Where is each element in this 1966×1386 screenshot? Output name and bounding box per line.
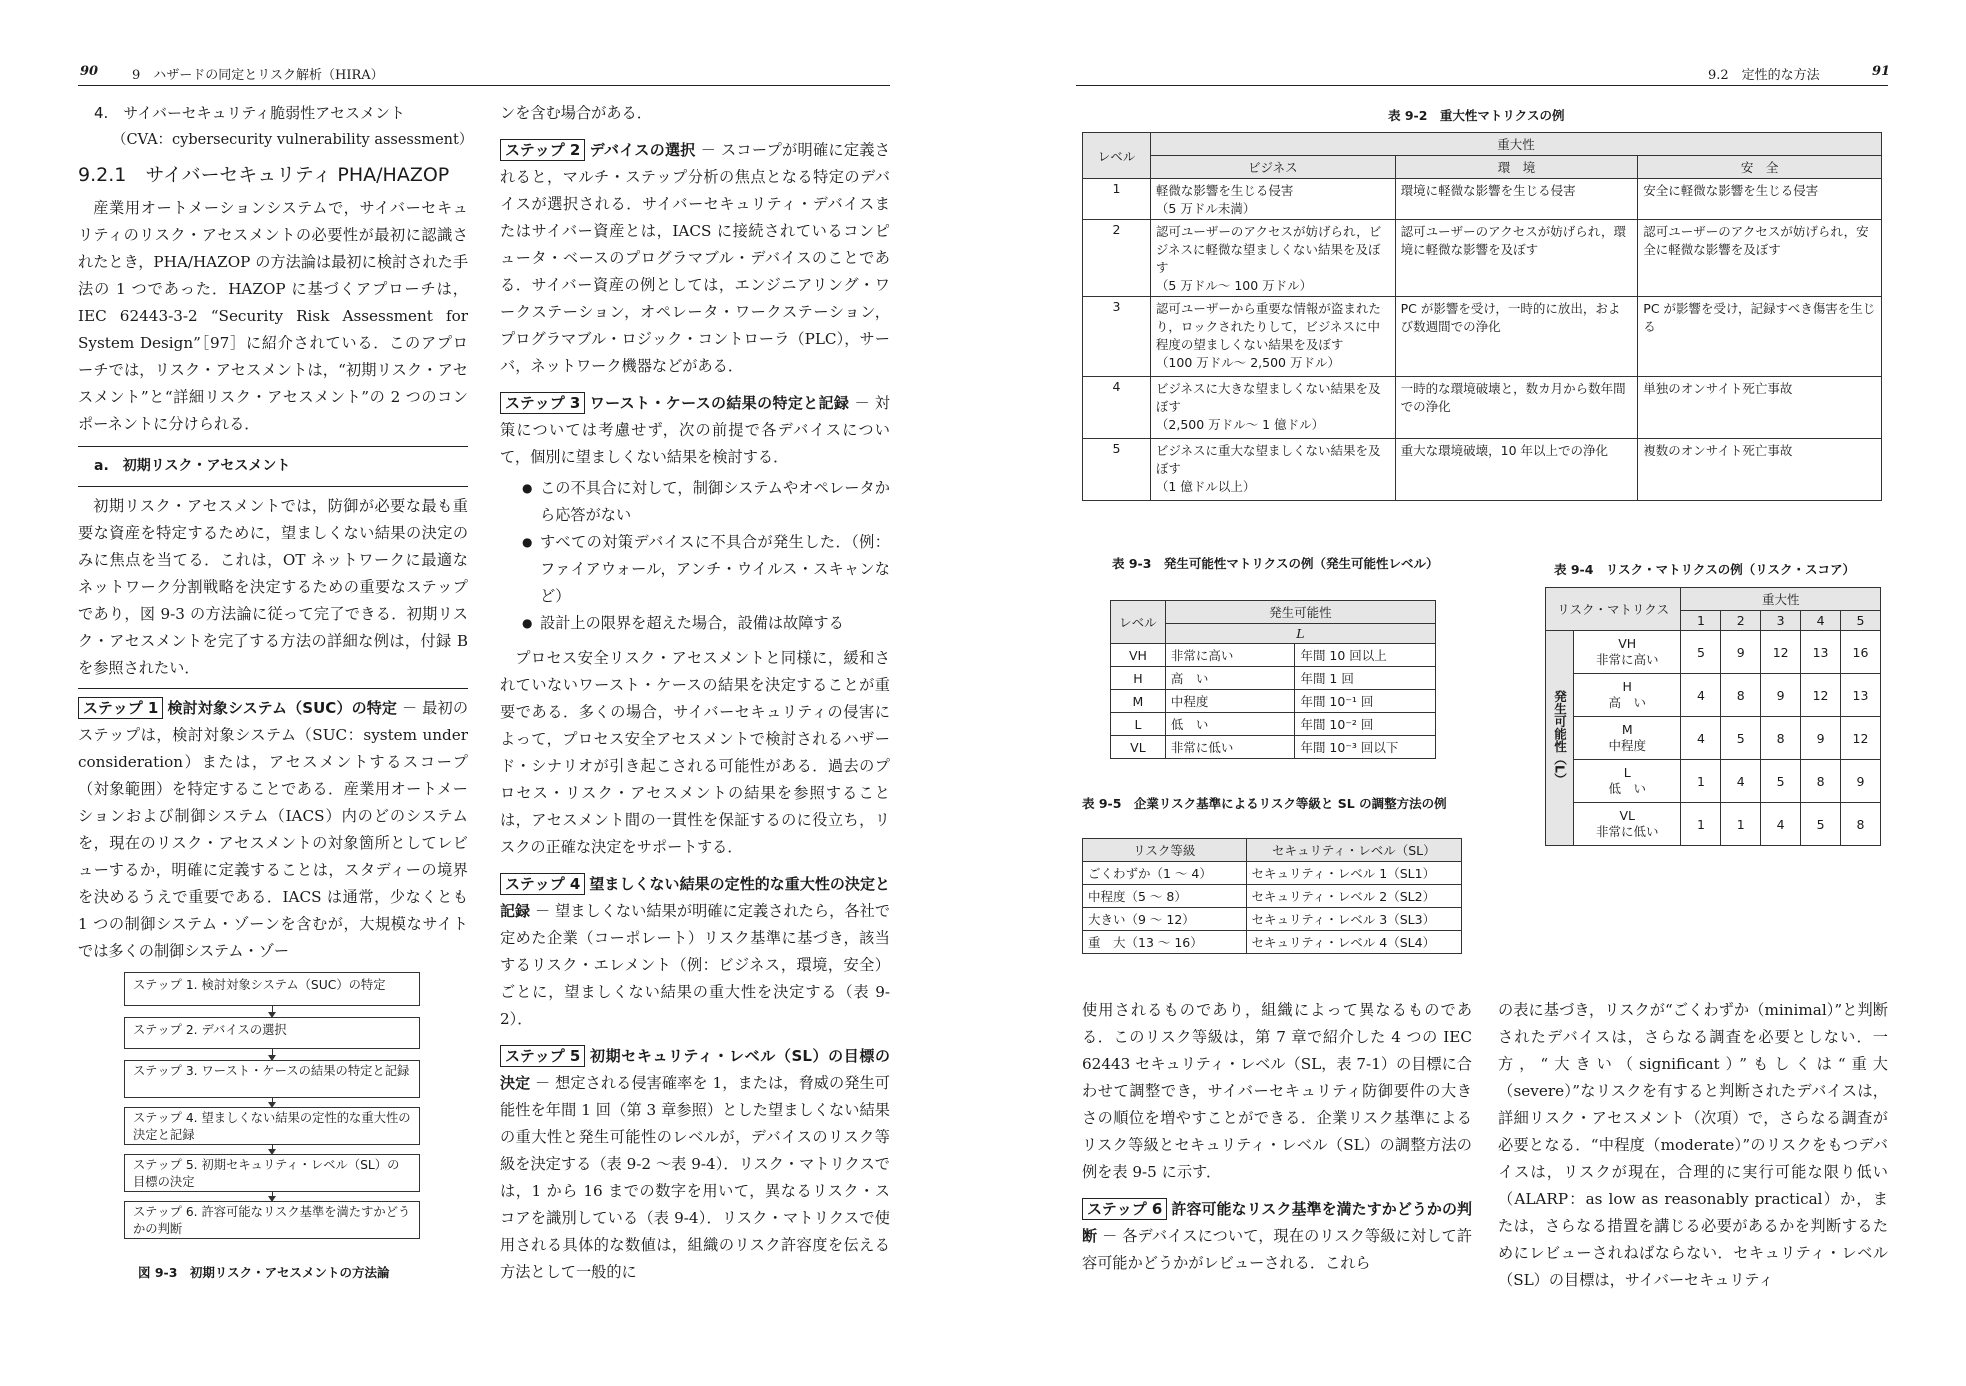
table-row (1083, 377, 1882, 439)
step3-heading: ワースト・ケースの結果の特定と記録 (589, 394, 850, 412)
table-row (1111, 736, 1436, 759)
table-cell: 中程度 (1165, 690, 1295, 713)
table-cell: セキュリティ・レベル 1（SL1） (1246, 862, 1461, 885)
table-cell: PC が影響を受け，記録すべき傷害を生じる (1638, 297, 1882, 377)
table-cell: 12 (1761, 631, 1801, 674)
row-name: 非常に高い (1595, 652, 1659, 667)
table-cell: 非常に高い (1165, 644, 1295, 667)
table-cell: ビジネスに大きな望ましくない結果を及ぼす （2,500 万ドル～ 1 億ドル） (1150, 377, 1395, 439)
table-cell: 8 (1841, 803, 1881, 846)
table-cell: 年間 10⁻² 回 (1295, 713, 1436, 736)
list-item: ● この不具合に対して，制御システムやオペレータから応答がない (522, 475, 890, 529)
table-cell: 12 (1801, 674, 1841, 717)
table-header: 発生可能性 (1165, 601, 1435, 624)
table-cell: 単独のオンサイト死亡事故 (1638, 377, 1882, 439)
table-cell: 9 (1801, 717, 1841, 760)
table-cell: ビジネスに重大な望ましくない結果を及ぼす （1 億ドル以上） (1150, 439, 1395, 501)
row-name: 中程度 (1608, 738, 1646, 753)
row-name: 高 い (1608, 695, 1646, 710)
step3-text: － 対策については考慮せず，次の前提で各デバイスについて，個別に望ましくない結果を検討する． (500, 394, 890, 466)
table-cell: セキュリティ・レベル 2（SL2） (1246, 885, 1461, 908)
row-code: H (1622, 679, 1632, 694)
table-cell: 1 (1083, 179, 1151, 220)
table-cell: セキュリティ・レベル 3（SL3） (1246, 908, 1461, 931)
table-9-4 (1545, 587, 1881, 846)
row-code: VL (1619, 808, 1635, 823)
table-cell: VH (1111, 644, 1166, 667)
table-row (1546, 717, 1881, 760)
step3-paragraph (500, 390, 890, 471)
table-cell: PC が影響を受け，一時的に放出，および数週間での浄化 (1395, 297, 1638, 377)
table-row (1083, 439, 1882, 501)
table-cell: L (1111, 713, 1166, 736)
row-code: L (1623, 765, 1631, 780)
flow-step-6: ステップ 6. 許容可能なリスク基準を満たすかどうかの判断 (124, 1201, 420, 1239)
table-cell: 4 (1761, 803, 1801, 846)
table-cell: 9 (1721, 631, 1761, 674)
table-header: リスク等級 (1083, 839, 1247, 862)
step2-heading: デバイスの選択 (589, 141, 696, 159)
table-cell (1573, 760, 1681, 803)
table-9-5 (1082, 838, 1462, 954)
risk-grade-paragraph: 使用されるものであり，組織によって異なるものである．このリスク等級は，第 7 章で紹介した 4 つの IEC 62443 セキュリティ・レベル（SL，表 7-1）の目標に合わせて調整でき，サイバーセキュリティ防御要件の大きさの順位を増やすことができる．企業リスク基準によるリスク等級とセキュリティ・レベル（SL）の調整方法の例を表 9-5 に示す． (1082, 1001, 1473, 1181)
table-9-2 (1082, 132, 1882, 501)
table-cell: 中程度（5 ～ 8） (1083, 885, 1247, 908)
step6-paragraph (1082, 1196, 1472, 1277)
table-cell: 5 (1681, 631, 1721, 674)
table-cell: 環境に軽微な影響を生じる侵害 (1395, 179, 1638, 220)
table-cell: 2 (1083, 220, 1151, 297)
table-cell: 非常に低い (1165, 736, 1295, 759)
table-9-3 (1110, 600, 1436, 759)
table-cell: 4 (1083, 377, 1151, 439)
step1-text: － 最初のステップは，検討対象システム（SUC：system under consideration）または，アセスメントするスコープ（対象範囲）を特定することである．産業用オートメーションおよび制御システム（IACS）内のどのシステムを，現在のリスク・アセスメントの対象箇所としてレビューするか，明確に定義することは，スタディーの境界を決めるうえで重要である．IACS は通常，少なくとも 1 つの制御システム・ゾーンを含むが，大規模なサイトでは多くの制御システム・ゾー (78, 699, 469, 960)
table-header: 環 境 (1395, 156, 1638, 179)
table-header: 安 全 (1638, 156, 1882, 179)
right-column-1 (1082, 997, 1472, 1277)
table-cell: 重 大（13 ～ 16） (1083, 931, 1247, 954)
step5-label: ステップ 5 (500, 1045, 585, 1067)
list-item: ● 設計上の限界を超えた場合，設備は故障する (522, 610, 890, 637)
table-header: 3 (1761, 611, 1801, 631)
table-cell: 1 (1721, 803, 1761, 846)
item4-title: 4. サイバーセキュリティ脆弱性アセスメント (94, 104, 406, 122)
table-row (1083, 885, 1462, 908)
table-cell: 重大な環境破壊，10 年以上での浄化 (1395, 439, 1638, 501)
table-cell: 4 (1721, 760, 1761, 803)
table-row (1083, 908, 1462, 931)
table-header: 5 (1841, 611, 1881, 631)
table-cell: 12 (1841, 717, 1881, 760)
row-code: M (1621, 722, 1633, 737)
table-header: L (1165, 624, 1435, 644)
left-running-title: 9 ハザードの同定とリスク解析（HIRA） (132, 68, 384, 83)
table-cell: 一時的な環境破壊と，数カ月から数年間での浄化 (1395, 377, 1638, 439)
table-row (1546, 803, 1881, 846)
flow-step-4: ステップ 4. 望ましくない結果の定性的な重大性の決定と記録 (124, 1107, 420, 1145)
table-header: セキュリティ・レベル（SL） (1246, 839, 1461, 862)
table-cell: 8 (1801, 760, 1841, 803)
table-row (1546, 631, 1881, 674)
step6-label: ステップ 6 (1082, 1198, 1167, 1220)
step2-paragraph (500, 137, 890, 380)
step6-text: － 各デバイスについて，現在のリスク等級に対して許容可能かどうかがレビューされる．これら (1082, 1227, 1473, 1272)
table-cell: 16 (1841, 631, 1881, 674)
step1-label: ステップ 1 (78, 697, 163, 719)
table-row (1083, 179, 1882, 220)
table-cell: VL (1111, 736, 1166, 759)
table-cell: 1 (1681, 803, 1721, 846)
flow-arrow (272, 1192, 273, 1200)
table-cell: 9 (1841, 760, 1881, 803)
table-header: 4 (1801, 611, 1841, 631)
table-cell: 9 (1761, 674, 1801, 717)
row-name: 非常に低い (1595, 824, 1659, 839)
assumption-list (500, 475, 890, 637)
step5-heading: 初期セキュリティ・レベル（SL）の目標の決定 (500, 1047, 890, 1092)
table-row (1111, 713, 1436, 736)
table-cell: H (1111, 667, 1166, 690)
flow-step-1: ステップ 1. 検討対象システム（SUC）の特定 (124, 972, 420, 1006)
section-title: 9.2.1 サイバーセキュリティ PHA/HAZOP (78, 164, 450, 186)
table-cell: 4 (1681, 717, 1721, 760)
table-cell: 8 (1721, 674, 1761, 717)
intro-paragraph: 産業用オートメーションシステムで，サイバーセキュリティのリスク・アセスメントの必要性が最初に認識されたとき，PHA/HAZOP の方法論は最初に検討された手法の 1 つであった．HAZOP に基づくアプローチは，IEC 62443-3-2 “Security Risk Assessment for System Design”［97］に紹介されている．このアプローチでは，リスク・アセスメントは，“初期リスク・アセスメント”と“詳細リスク・アセスメント”の 2 つのコンポーネントに分けられる． (78, 199, 468, 433)
figure-9-3-flowchart (124, 972, 420, 1262)
left-header-rule (78, 85, 890, 86)
figure-9-3-caption: 図 9-3 初期リスク・アセスメントの方法論 (138, 1265, 390, 1280)
step3-label: ステップ 3 (500, 392, 585, 414)
table-cell: 5 (1761, 760, 1801, 803)
table-header: レベル (1083, 133, 1151, 179)
table-cell: 安全に軽微な影響を生じる侵害 (1638, 179, 1882, 220)
list-item: ● すべての対策デバイスに不具合が発生した．（例：ファイアウォール，アンチ・ウイルス・スキャンなど） (522, 529, 890, 610)
step4-paragraph (500, 871, 890, 1033)
table-cell: 13 (1801, 631, 1841, 674)
row-code: VH (1618, 636, 1637, 651)
table-cell: 高 い (1165, 667, 1295, 690)
table-header: レベル (1111, 601, 1166, 644)
flow-arrow (272, 1049, 273, 1059)
initial-assessment-paragraph: 初期リスク・アセスメントでは，防御が必要な最も重要な資産を特定するために，望ましくない結果の決定のみに焦点を当てる．これは，OT ネットワークに最適なネットワーク分割戦略を決定するための重要なステップであり，図 9-3 の方法論に従って完了できる．初期リスク・アセスメントを完了する方法の詳細な例は，付録 B を参照されたい． (78, 497, 468, 677)
flow-step-5: ステップ 5. 初期セキュリティ・レベル（SL）の目標の決定 (124, 1154, 420, 1192)
table-row (1546, 760, 1881, 803)
left-page-number: 90 (80, 64, 99, 79)
table-header: 重大性 (1681, 588, 1881, 611)
flow-arrow (272, 1098, 273, 1106)
row-name: 低 い (1608, 781, 1646, 796)
table-header: リスク・マトリクス (1546, 588, 1681, 631)
table-cell: 年間 10⁻³ 回以下 (1295, 736, 1436, 759)
risk-review-paragraph: の表に基づき，リスクが“ごくわずか（minimal）”と判断されたデバイスは，さらなる調査を必要としない．一方，“大きい（significant）”もしくは“重大（severe）”なリスクを有すると判断されたデバイスは，詳細リスク・アセスメント（次項）で，さらなる調査が必要となる．“中程度（moderate）”のリスクをもつデバイスは，リスクが現在，合理的に実行可能な限り低い（ALARP：as low as reasonably practical）か，または，さらなる措置を講じる必要があるかを判断するためにレビューされねばならない．セキュリティ・レベル（SL）の目標は，サイバーセキュリティ (1498, 1001, 1888, 1289)
table-cell: 年間 1 回 (1295, 667, 1436, 690)
table-cell: 1 (1681, 760, 1721, 803)
table-cell: 3 (1083, 297, 1151, 377)
table-row (1083, 862, 1462, 885)
table-cell: ごくわずか（1 ～ 4） (1083, 862, 1247, 885)
table-cell: 4 (1681, 674, 1721, 717)
side-label: 発生可能性（L） (1546, 631, 1574, 846)
flow-arrow (272, 1145, 273, 1153)
table-cell: 年間 10 回以上 (1295, 644, 1436, 667)
step4-heading: 望ましくない結果の定性的な重大性の決定と記録 (500, 875, 890, 920)
right-column-2 (1498, 997, 1888, 1294)
table-header: 重大性 (1150, 133, 1881, 156)
table-cell: 年間 10⁻¹ 回 (1295, 690, 1436, 713)
process-safety-paragraph: プロセス安全リスク・アセスメントと同様に，緩和されていないワースト・ケースの結果を決定することが重要である．多くの場合，サイバーセキュリティの侵害によって，プロセス安全アセスメントで検討されるハザード・シナリオが引き起こされる可能性がある．過去のプロセス・リスク・アセスメントの結果を参照することは，アセスメント間の一貫性を保証するのに役立ち，リスクの正確な決定をサポートする． (500, 649, 890, 856)
step2-text: － スコープが明確に定義されると，マルチ・ステップ分析の焦点となる特定のデバイスが選択される．サイバーセキュリティ・デバイスまたはサイバー資産とは，IACS に接続されているコンピュータ・ベースのプログラマブル・デバイスのことである．サイバー資産の例としては，エンジニアリング・ワークステーション，オペレータ・ワークステーション，プログラマブル・ロジック・コントローラ（PLC），サーバ，ネットワーク機器などがある． (500, 141, 891, 375)
table-header: 2 (1721, 611, 1761, 631)
left-column-1 (78, 100, 474, 965)
flow-step-3: ステップ 3. ワースト・ケースの結果の特定と記録 (124, 1060, 420, 1098)
table-cell: 大きい（9 ～ 12） (1083, 908, 1247, 931)
step5-text: － 想定される侵害確率を 1，または，脅威の発生可能性を年間 1 回（第 3 章参照）とした望ましくない結果の重大性と発生可能性のレベルが，デバイスのリスク等級を決定する（表 9-2 ～表 9-4）．リスク・マトリクスでは，1 から 16 までの数字を用いて，異なるリスク・スコアを識別している（表 9-4）．リスク・マトリクスで使用される具体的な数値は，組織のリスク許容度を伝える方法として一般的に (500, 1074, 890, 1281)
table-cell (1573, 803, 1681, 846)
table-row (1083, 220, 1882, 297)
table-cell: 複数のオンサイト死亡事故 (1638, 439, 1882, 501)
table-cell: 13 (1841, 674, 1881, 717)
left-column-2 (500, 100, 890, 1286)
table-header: ビジネス (1150, 156, 1395, 179)
table-cell: セキュリティ・レベル 4（SL4） (1246, 931, 1461, 954)
table-cell: 5 (1083, 439, 1151, 501)
right-running-title: 9.2 定性的な方法 (1708, 68, 1820, 83)
table-9-5-caption: 表 9-5 企業リスク基準によるリスク等級と SL の調整方法の例 (1082, 796, 1447, 811)
step4-label: ステップ 4 (500, 873, 585, 895)
table-row (1546, 674, 1881, 717)
table-cell: 8 (1761, 717, 1801, 760)
flow-step-2: ステップ 2. デバイスの選択 (124, 1017, 420, 1049)
right-header-rule (1076, 85, 1888, 86)
table-cell: 認可ユーザーのアクセスが妨げられ，安全に軽微な影響を及ぼす (1638, 220, 1882, 297)
continuation-text: ンを含む場合がある． (500, 104, 652, 122)
item4-subtitle: （CVA：cybersecurity vulnerability assessment） (112, 132, 474, 148)
right-page-number: 91 (1872, 64, 1891, 79)
table-9-4-caption: 表 9-4 リスク・マトリクスの例（リスク・スコア） (1554, 562, 1856, 577)
table-row (1111, 644, 1436, 667)
table-header: 1 (1681, 611, 1721, 631)
step4-text: － 望ましくない結果が明確に定義されたら，各社で定めた企業（コーポレート）リスク基準に基づき，該当するリスク・エレメント（例：ビジネス，環境，安全）ごとに，望ましくない結果の重大性を決定する（表 9-2）． (500, 902, 891, 1028)
table-cell: 5 (1801, 803, 1841, 846)
table-row (1083, 297, 1882, 377)
table-cell: 5 (1721, 717, 1761, 760)
table-cell: 軽微な影響を生じる侵害 （5 万ドル未満） (1150, 179, 1395, 220)
step1-heading: 検討対象システム（SUC）の特定 (167, 699, 398, 717)
table-cell (1573, 674, 1681, 717)
flow-arrow (272, 1006, 273, 1016)
table-cell (1573, 717, 1681, 760)
table-cell: M (1111, 690, 1166, 713)
step5-paragraph (500, 1043, 890, 1286)
table-cell: 認可ユーザーのアクセスが妨げられ，環境に軽微な影響を及ぼす (1395, 220, 1638, 297)
step1-paragraph (78, 695, 468, 965)
table-row (1111, 667, 1436, 690)
table-9-2-caption: 表 9-2 重大性マトリクスの例 (1388, 108, 1565, 123)
step2-label: ステップ 2 (500, 139, 585, 161)
table-9-3-caption: 表 9-3 発生可能性マトリクスの例（発生可能性レベル） (1112, 556, 1439, 571)
subsection-a-title: a. 初期リスク・アセスメント (78, 446, 468, 487)
table-cell (1573, 631, 1681, 674)
table-cell: 認可ユーザーから重要な情報が盗まれたり，ロックされたりして，ビジネスに中程度の望ましくない結果を及ぼす （100 万ドル～ 2,500 万ドル） (1150, 297, 1395, 377)
step6-heading: 許容可能なリスク基準を満たすかどうかの判断 (1082, 1200, 1472, 1245)
table-row (1083, 931, 1462, 954)
table-cell: 認可ユーザーのアクセスが妨げられ，ビジネスに軽微な望ましくない結果を及ぼす （5 万ドル～ 100 万ドル） (1150, 220, 1395, 297)
table-cell: 低 い (1165, 713, 1295, 736)
table-row (1111, 690, 1436, 713)
